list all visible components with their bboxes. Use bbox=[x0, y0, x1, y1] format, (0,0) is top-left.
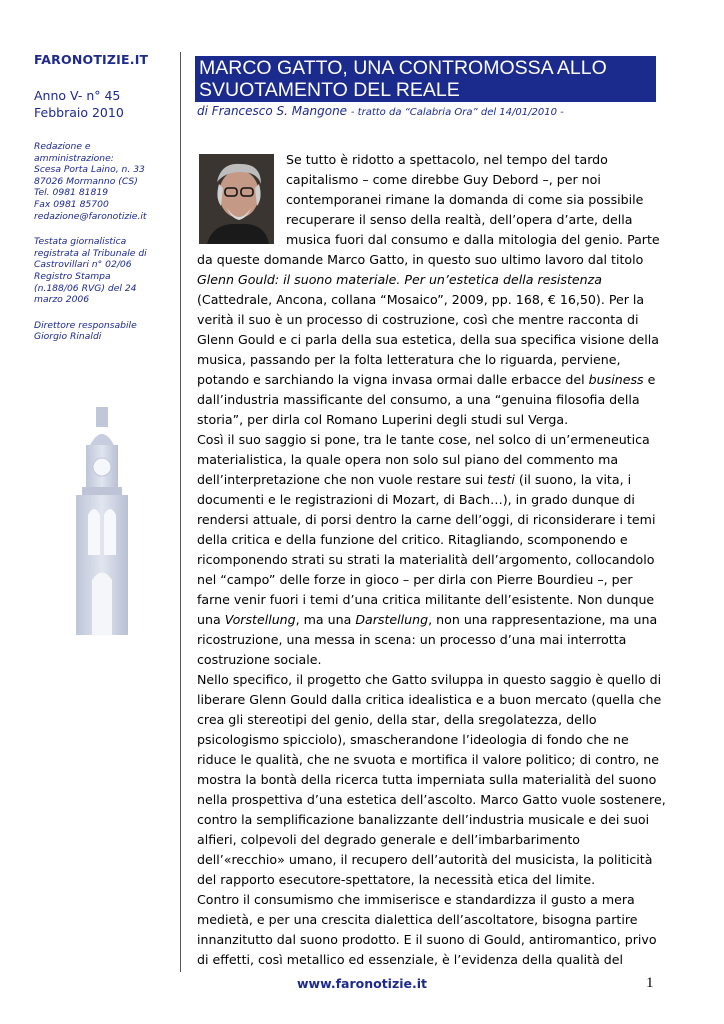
info-line: (n.188/06 RVG) del 24 bbox=[34, 282, 137, 294]
text-line: (Cattedrale, Ancona, collana “Mosaico”, 2009, pp. 168, € 16,50). Per la bbox=[197, 292, 645, 307]
italic-text: business bbox=[588, 372, 644, 387]
italic-text: Glenn Gould: il suono materiale. Per un’estetica della resistenza bbox=[197, 272, 602, 287]
text-line: una Vorstellung, ma una Darstellung, non una rappresentazione, ma una bbox=[197, 612, 658, 627]
page-number: 1 bbox=[646, 975, 654, 991]
info-line: Direttore responsabile bbox=[34, 319, 137, 331]
text-line: ricomponendo strati su strati la materialità dell’argomento, collocandolo bbox=[197, 552, 655, 567]
text-line: Contro il consumismo che immiserisce e standardizza il gusto a mera bbox=[197, 892, 635, 907]
text-line: contemporanei rimane la domanda di come sia possibile bbox=[286, 192, 644, 207]
text-line: psicologismo spicciolo), smascherandone l’ideologia di fondo che ne bbox=[197, 732, 629, 747]
text-line: dall’industria massificante del consumo, a una “genuina filosofia della bbox=[197, 392, 640, 407]
text-line: crea gli stereotipi del genio, della star, della sregolatezza, dello bbox=[197, 712, 597, 727]
redazione-info bbox=[34, 141, 176, 222]
testata-info bbox=[34, 236, 176, 306]
info-line: Castrovillari n° 02/06 bbox=[34, 259, 132, 271]
info-line: registrata al Tribunale di bbox=[34, 247, 147, 259]
text-line: Glenn Gould e ci parla della sua estetica, della sua specifica visione della bbox=[197, 332, 659, 347]
text-line: medietà, e per una crescita dialettica dell’ascoltatore, bisogna partire bbox=[197, 912, 638, 927]
text-line: mostra la bontà della ricerca tutta imperniata sulla materialità del suono bbox=[197, 772, 657, 787]
article-body bbox=[197, 150, 666, 970]
info-line: 87026 Mormanno (CS) bbox=[34, 175, 138, 187]
text-line: Così il suo saggio si pone, tra le tante cose, nel solco di un’ermeneutica bbox=[197, 432, 650, 447]
info-line: Giorgio Rinaldi bbox=[34, 331, 102, 343]
italic-text: Darstellung bbox=[355, 612, 429, 627]
info-line: Fax 0981 85700 bbox=[34, 198, 109, 210]
info-line: Scesa Porta Laino, n. 33 bbox=[34, 164, 145, 176]
italic-text: testi bbox=[487, 472, 515, 487]
text-line: storia”, per dirla col Romano Luperini degli studi sul Verga. bbox=[197, 412, 569, 427]
info-line: marzo 2006 bbox=[34, 294, 90, 306]
text-line: ricostruzione, una messa in scena: un processo d’una mai interrotta bbox=[197, 632, 627, 647]
info-line: amministrazione: bbox=[34, 152, 114, 164]
masthead: FARONOTIZIE.IT bbox=[34, 52, 149, 67]
source-note: - tratto da “Calabria Ora” del 14/01/2010 - bbox=[350, 107, 564, 118]
italic-text: Vorstellung bbox=[224, 612, 296, 627]
issue-date: Febbraio 2010 bbox=[34, 105, 124, 120]
text-line: musica, passando per la folta letteratura che lo riguarda, perviene, bbox=[197, 352, 621, 367]
info-line: Registro Stampa bbox=[34, 270, 111, 282]
text-line: materialistica, la quale opera non solo sul piano del commento ma bbox=[197, 452, 619, 467]
sidebar bbox=[34, 52, 176, 343]
text-line: da queste domande Marco Gatto, in questo suo ultimo lavoro dal titolo bbox=[197, 252, 644, 267]
text-line: Se tutto è ridotto a spettacolo, nel tempo del tardo bbox=[286, 152, 608, 167]
info-line: redazione@faronotizie.it bbox=[34, 210, 147, 222]
text-line: alfieri, colpevoli del degrado generale e dell’imbarbarimento bbox=[197, 832, 580, 847]
title-line: MARCO GATTO, UNA CONTROMOSSA ALLO bbox=[199, 57, 607, 79]
info-line: Testata giornalistica bbox=[34, 236, 127, 248]
footer-url[interactable]: www.faronotizie.it bbox=[296, 976, 427, 991]
article-title bbox=[195, 56, 656, 102]
text-line: musica fuori dal consumo e dalla mitologia del genio. Parte bbox=[286, 232, 660, 247]
issue-info bbox=[34, 87, 176, 121]
text-line: recuperare il senso della realtà, dell’opera d’arte, della bbox=[286, 212, 633, 227]
title-line: SVUOTAMENTO DEL REALE bbox=[199, 79, 460, 101]
text-line: capitalismo – come direbbe Guy Debord –, per noi bbox=[286, 172, 601, 187]
bell-tower-watermark bbox=[52, 405, 152, 635]
text-line: documenti e le registrazioni di Mozart, di Bach…), in grado dunque di bbox=[197, 492, 635, 507]
text-line bbox=[197, 270, 657, 290]
text-line: costruzione sociale. bbox=[197, 652, 322, 667]
issue-number: Anno V- n° 45 bbox=[34, 88, 121, 103]
text-line: del rapporto esecutore-spettatore, la necessità etica del limite. bbox=[197, 872, 596, 887]
author: di Francesco S. Mangone bbox=[197, 104, 348, 118]
text-line: Nello specifico, il progetto che Gatto sviluppa in questo saggio è quello di bbox=[197, 672, 662, 687]
text-line: della critica e della funzione del critico. Ritagliando, scomponendo e bbox=[197, 532, 628, 547]
info-line: Tel. 0981 81819 bbox=[34, 187, 109, 199]
text-line: dell’interpretazione che non vuole restare sui testi (il suono, la vita, i bbox=[197, 472, 632, 487]
text-line: nel “campo” delle forze in gioco – per dirla con Pierre Bourdieu –, per bbox=[197, 572, 633, 587]
direttore-info bbox=[34, 320, 176, 343]
text-line: verità il suo è un processo di costruzione, così che mentre racconta di bbox=[197, 312, 639, 327]
text-line: riduce le qualità, che ne svuota e mortifica il valore politico; di contro, ne bbox=[197, 752, 660, 767]
text-line: nella prospettiva d’una estetica dell’ascolto. Marco Gatto vuole sostenere, bbox=[197, 792, 666, 807]
info-line: Redazione e bbox=[34, 141, 91, 152]
text-line: liberare Glenn Gould dalla critica idealistica e a buon mercato (quella che bbox=[197, 692, 662, 707]
text-line: rendersi attuale, di porsi dentro la carne dell’oggi, di riconsiderare i temi bbox=[197, 512, 656, 527]
text-line: potando e sarchiando la vigna invasa ormai dalle erbacce del business e bbox=[197, 372, 656, 387]
text-line: di effetti, così metallico ed essenziale, è l’evidenza della qualità del bbox=[197, 952, 624, 967]
byline bbox=[197, 104, 564, 118]
text-line: contro la semplificazione banalizzante dell’industria musicale e dei suoi bbox=[197, 812, 650, 827]
text-line: farne venir fuori i temi d’una critica militante dell’esistente. Non dunque bbox=[197, 592, 655, 607]
column-divider bbox=[180, 52, 181, 972]
text-line: dell’«recchio» umano, il recupero dell’autorità del musicista, la politicità bbox=[197, 852, 653, 867]
text-line: innanzitutto dal suono prodotto. E il suono di Gould, antiromantico, privo bbox=[197, 932, 657, 947]
